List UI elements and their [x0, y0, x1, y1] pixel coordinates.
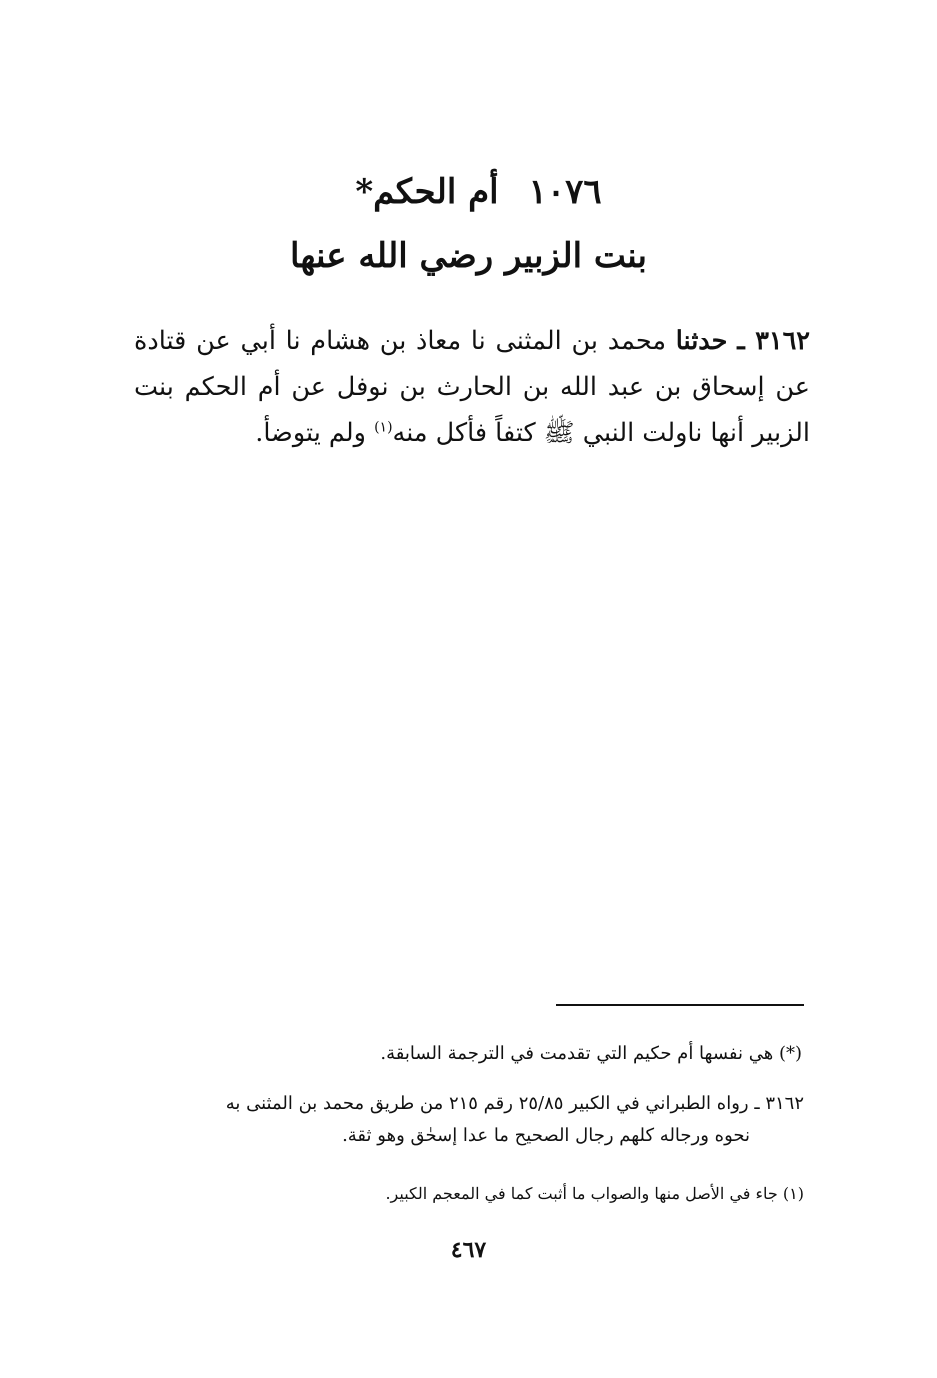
entry-number: ١٠٧٦: [528, 172, 602, 212]
hadith-paragraph: [134, 318, 810, 456]
hadith-text: محمد بن المثنى نا معاذ بن هشام نا أبي عن قتادة عن إسحاق بن عبد الله بن الحارث بن نوفل عن أم الحكم بنت الزبير أنها ناولت النبي ﷺ كتفاً فأكل منه: [134, 326, 810, 448]
hadith-lead: حدثنا: [675, 326, 728, 356]
footnote-hadith-line2: نحوه ورجاله كلهم رجال الصحيح ما عدا إسحٰق وهو ثقة.: [342, 1125, 750, 1146]
footnote-marker: (١): [374, 419, 393, 436]
footnote-hadith-reference: [124, 1088, 804, 1152]
footnote-star: (*) هي نفسها أم حكيم التي تقدمت في الترجمة السابقة.: [380, 1043, 802, 1064]
hadith-text-end: ولم يتوضأ.: [255, 418, 366, 448]
footnote-hadith-line1: ٣١٦٢ ـ رواه الطبراني في الكبير ٢٥/٨٥ رقم ٢١٥ من طريق محمد بن المثنى به: [225, 1093, 804, 1114]
hadith-number: ٣١٦٢ ـ: [737, 326, 810, 356]
entry-title: أم الحكم*: [355, 172, 499, 212]
footnote-divider: [556, 1004, 804, 1006]
footnote-one: (١) جاء في الأصل منها والصواب ما أثبت كما في المعجم الكبير.: [385, 1184, 804, 1203]
entry-heading: [0, 168, 937, 216]
page-number: ٤٦٧: [450, 1237, 487, 1263]
entry-subtitle: بنت الزبير رضي الله عنها: [290, 236, 647, 276]
